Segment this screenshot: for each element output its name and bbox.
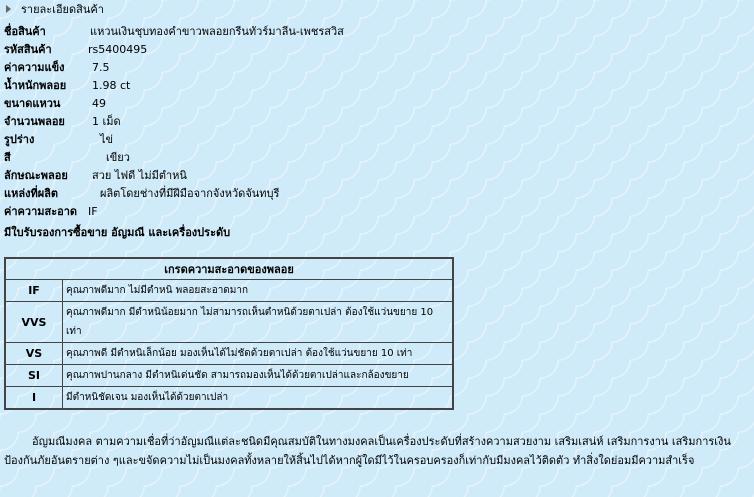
grade-code: VVS (5, 302, 63, 343)
spec-label: รูปร่าง (4, 133, 35, 146)
auspicious-gem-paragraph: อัญมณีมงคล ตามความเชื่อที่ว่าอัญมณีแต่ละชนิดมีคุณสมบัติในทางมงคลเป็นเครื่องประดับที่สร้างความสวยงาม เสริมเสน่ห์ เสริมการงาน เสริมการเงิน ป้องกันภัยอันตรายต่าง ๆและขจัดความไม่เป็นมงคลทั้งหลายให้สิ้นไปได้หากผู้ใดมีไว้ในครอบครองก็เท่ากับมีมงคลไว้ติดตัว ทำสิ่งใดย่อมมีความสำเร็จ (4, 435, 731, 467)
spec-value: แหวนเงินชุบทองคำขาวพลอยกรีนทัวร์มาลีน-เพชรสวิส (90, 25, 344, 38)
table-row (5, 280, 453, 302)
spec-label: สี (4, 151, 11, 164)
table-row (5, 365, 453, 387)
grade-code: VS (5, 343, 63, 365)
spec-value: 7.5 (92, 61, 110, 74)
table-header-row (5, 258, 453, 280)
spec-value: สวย ไฟดี ไม่มีตำหนิ (92, 169, 187, 182)
certificate-note: มีใบรับรองการซื้อขาย อัญมณี และเครื่องประดับ (4, 226, 231, 239)
clarity-grade-table (4, 257, 454, 410)
section-header (6, 2, 104, 16)
spec-label: ค่าความแข็ง (4, 61, 65, 74)
spec-value: 1 เม็ด (92, 115, 121, 128)
spec-label: ค่าความสะอาด (4, 205, 78, 218)
grade-code: IF (5, 280, 63, 302)
spec-value: ผลิตโดยช่างที่มีฝีมือจากจังหวัดจันทบุรี (100, 187, 280, 200)
spec-label: แหล่งที่ผลิต (4, 187, 59, 200)
spec-label: น้ำหนักพลอย (4, 79, 67, 92)
spec-value: เขียว (106, 151, 130, 164)
grade-description: คุณภาพดีมาก ไม่มีตำหนิ พลอยสะอาดมาก (63, 280, 454, 302)
spec-value: 49 (92, 97, 106, 110)
spec-value: rs5400495 (88, 43, 148, 56)
spec-label: จำนวนพลอย (4, 115, 65, 128)
spec-value: IF (88, 205, 98, 218)
table-title: เกรดความสะอาดของพลอย (5, 258, 453, 280)
table-row (5, 343, 453, 365)
grade-description: คุณภาพดี มีตำหนิเล็กน้อย มองเห็นได้ไม่ชัดด้วยตาเปล่า ต้องใช้แว่นขยาย 10 เท่า (63, 343, 454, 365)
grade-code: SI (5, 365, 63, 387)
spec-label: รหัสสินค้า (4, 43, 52, 56)
spec-label: ชื่อสินค้า (4, 25, 46, 38)
triangle-right-icon (6, 5, 11, 13)
spec-value: 1.98 ct (92, 79, 131, 92)
spec-value: ไข่ (100, 133, 114, 146)
spec-label: ขนาดแหวน (4, 97, 61, 110)
grade-description: มีตำหนิชัดเจน มองเห็นได้ด้วยตาเปล่า (63, 387, 454, 410)
grade-code: I (5, 387, 63, 410)
grade-description: คุณภาพปานกลาง มีตำหนิเด่นชัด สามารถมองเห็นได้ด้วยตาเปล่าและกล้องขยาย (63, 365, 454, 387)
grade-description: คุณภาพดีมาก มีตำหนิน้อยมาก ไม่สามารถเห็นตำหนิด้วยตาเปล่า ต้องใช้แว่นขยาย 10 เท่า (63, 302, 454, 343)
table-row (5, 302, 453, 343)
spec-label: ลักษณะพลอย (4, 169, 68, 182)
table-row (5, 387, 453, 410)
section-title: รายละเอียดสินค้า (21, 3, 104, 16)
